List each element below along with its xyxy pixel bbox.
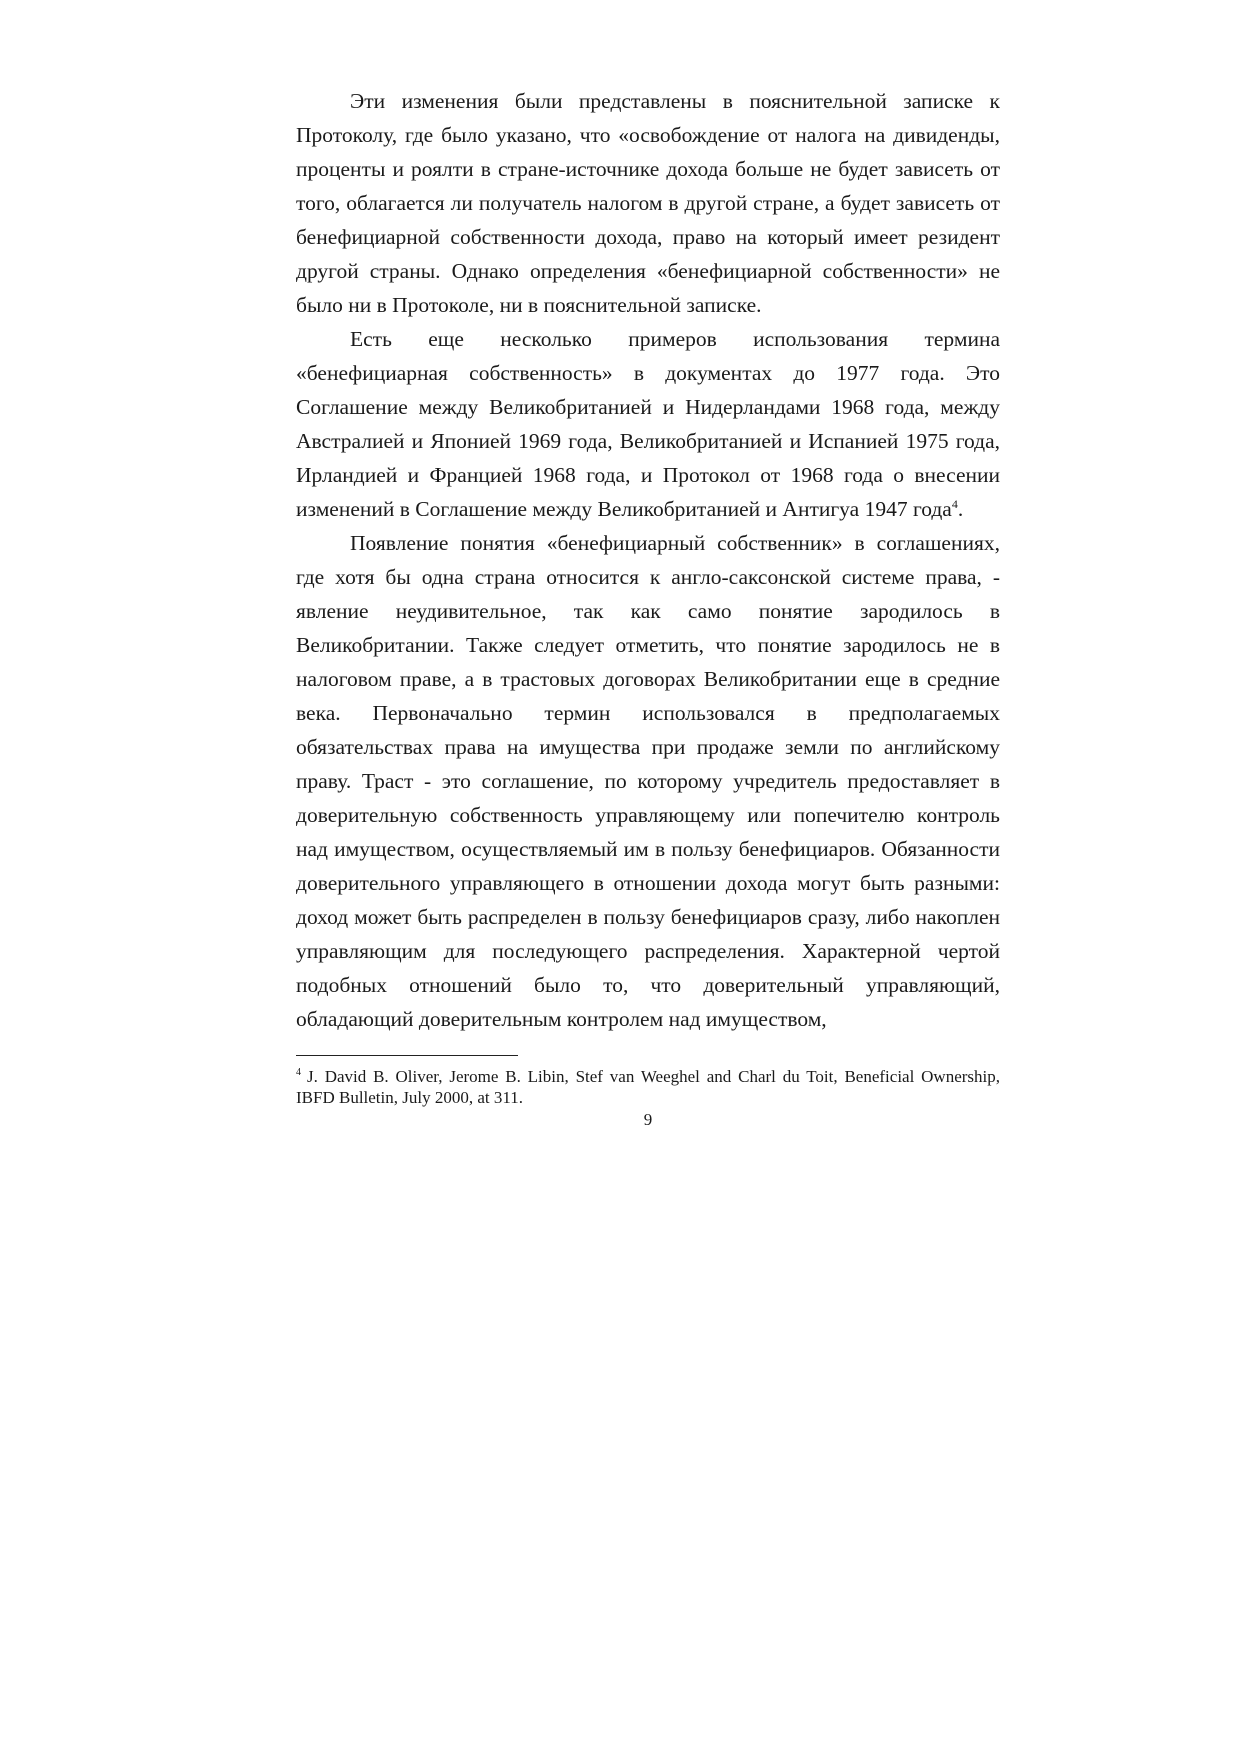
body-paragraph-1	[296, 84, 1000, 322]
paragraph-2-tail: .	[957, 497, 964, 521]
body-paragraph-3	[296, 526, 1000, 1036]
paragraph-3-text: Появление понятия «бенефициарный собственник» в соглашениях, где хотя бы одна страна относится к англо-саксонской системе права, - явление неудивительное, так как само понятие зародилось в Великобритании. Также следует отметить, что понятие зародилось не в налоговом праве, а в трастовых договорах Великобритании еще в средние века. Первоначально термин использовался в предполагаемых обязательствах права на имущества при продаже земли по английскому праву. Траст - это соглашение, по которому учредитель предоставляет в доверительную собственность управляющему или попечителю контроль над имуществом, осуществляемый им в пользу бенефициаров. Обязанности доверительного управляющего в отношении дохода могут быть разными: доход может быть распределен в пользу бенефициаров сразу, либо накоплен управляющим для последующего распределения. Характерной чертой подобных отношений было то, что доверительный управляющий, обладающий доверительным контролем над имуществом,	[296, 531, 1000, 1031]
paragraph-1-text: Эти изменения были представлены в пояснительной записке к Протоколу, где было указано, что «освобождение от налога на дивиденды, проценты и роялти в стране-источнике дохода больше не будет зависеть от того, облагается ли получатель налогом в другой стране, а будет зависеть от бенефициарной собственности дохода, право на который имеет резидент другой страны. Однако определения «бенефициарной собственности» не было ни в Протоколе, ни в пояснительной записке.	[296, 89, 1000, 317]
page-number: 9	[643, 1110, 653, 1129]
document-page	[296, 84, 1000, 1131]
footnote-number: 4	[296, 1067, 301, 1079]
paragraph-2-text: Есть еще несколько примеров использования термина «бенефициарная собственность» в документах до 1977 года. Это Соглашение между Великобританией и Нидерландами 1968 года, между Австралией и Японией 1969 года, Великобританией и Испанией 1975 года, Ирландией и Францией 1968 года, и Протокол от 1968 года о внесении изменений в Соглашение между Великобританией и Антигуа 1947 года	[296, 327, 1000, 521]
body-paragraph-2	[296, 322, 1000, 526]
footnote-reference[interactable]: 4	[951, 496, 958, 511]
footnote	[296, 1066, 1000, 1108]
footnote-text: J. David B. Oliver, Jerome B. Libin, Stef van Weeghel and Charl du Toit, Beneficial Ownership, IBFD Bulletin, July 2000, at 311.	[296, 1067, 1000, 1107]
footnote-separator	[296, 1055, 518, 1056]
